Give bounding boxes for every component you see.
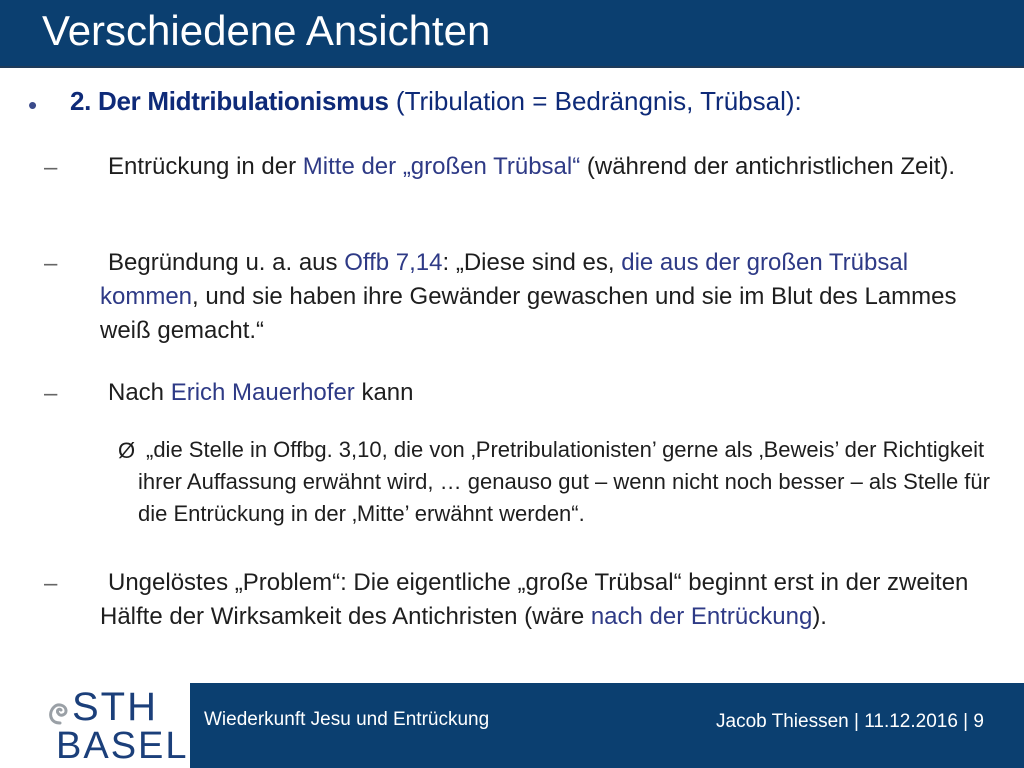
bullet-dot: • (28, 90, 38, 120)
slide-title: Verschiedene Ansichten (42, 7, 491, 54)
logo-top-text: STH (72, 685, 158, 729)
footer-meta: Jacob Thiessen | 11.12.2016 | 9 (716, 711, 984, 732)
arrow-bullet-icon: Ø (118, 438, 136, 463)
point-1 (100, 150, 1000, 184)
heading-rest: (Tribulation = Bedrängnis, Trübsal): (388, 86, 802, 116)
dash-2: – (44, 250, 58, 277)
footer-bar (0, 683, 1024, 768)
section-heading (70, 86, 802, 117)
title-bar (0, 0, 1024, 68)
point-2-text-a: Begründung u. a. aus (108, 249, 345, 276)
point-4 (100, 566, 1000, 634)
dash-3: – (44, 380, 58, 407)
point-1-highlight: Mitte der „großen Trübsal“ (302, 153, 581, 180)
point-1-text-a: Entrückung in der (108, 153, 303, 180)
point-3-text-a: Nach (108, 379, 171, 406)
point-1-text-b: (während der antichristlichen Zeit). (580, 153, 956, 180)
heading-bold: 2. Der Midtribulationismus (70, 86, 389, 116)
point-3 (100, 376, 1000, 410)
point-4-highlight: nach der Entrückung (590, 603, 813, 630)
sth-basel-logo (0, 683, 190, 768)
point-4-text-a: Ungelöstes „Problem“: Die eigentliche „große Trübsal“ beginnt erst in der zweiten Hälfte der Wirksamkeit des Antichristen (wäre (100, 569, 969, 630)
point-2-text-c: , und sie haben ihre Gewänder gewaschen und sie im Blut des Lammes weiß gemacht.“ (100, 283, 957, 344)
quote-text: „die Stelle in Offbg. 3,10, die von ‚Pretribulationisten’ gerne als ‚Beweis’ der Richtigkeit ihrer Auffassung erwähnt wird, … genauso gut – wenn nicht noch besser – als Stelle für die Entrückung in der ‚Mitte’ erwähnt werden“. (138, 437, 990, 526)
point-3-highlight: Erich Mauerhofer (170, 379, 355, 406)
logo-bottom-text: BASEL (56, 725, 189, 767)
point-3-text-b: kann (354, 379, 414, 406)
point-2 (100, 246, 1000, 348)
point-2-text-b: : „Diese sind es, (442, 249, 622, 276)
spiral-icon (46, 693, 72, 727)
point-2-highlight: die aus der großen Trübsal kommen (100, 249, 909, 310)
dash-1: – (44, 154, 58, 181)
point-4-text-b: ). (812, 603, 827, 630)
footer-title: Wiederkunft Jesu und Entrückung (204, 709, 490, 730)
point-2-reference: Offb 7,14 (344, 249, 443, 276)
dash-4: – (44, 570, 58, 597)
